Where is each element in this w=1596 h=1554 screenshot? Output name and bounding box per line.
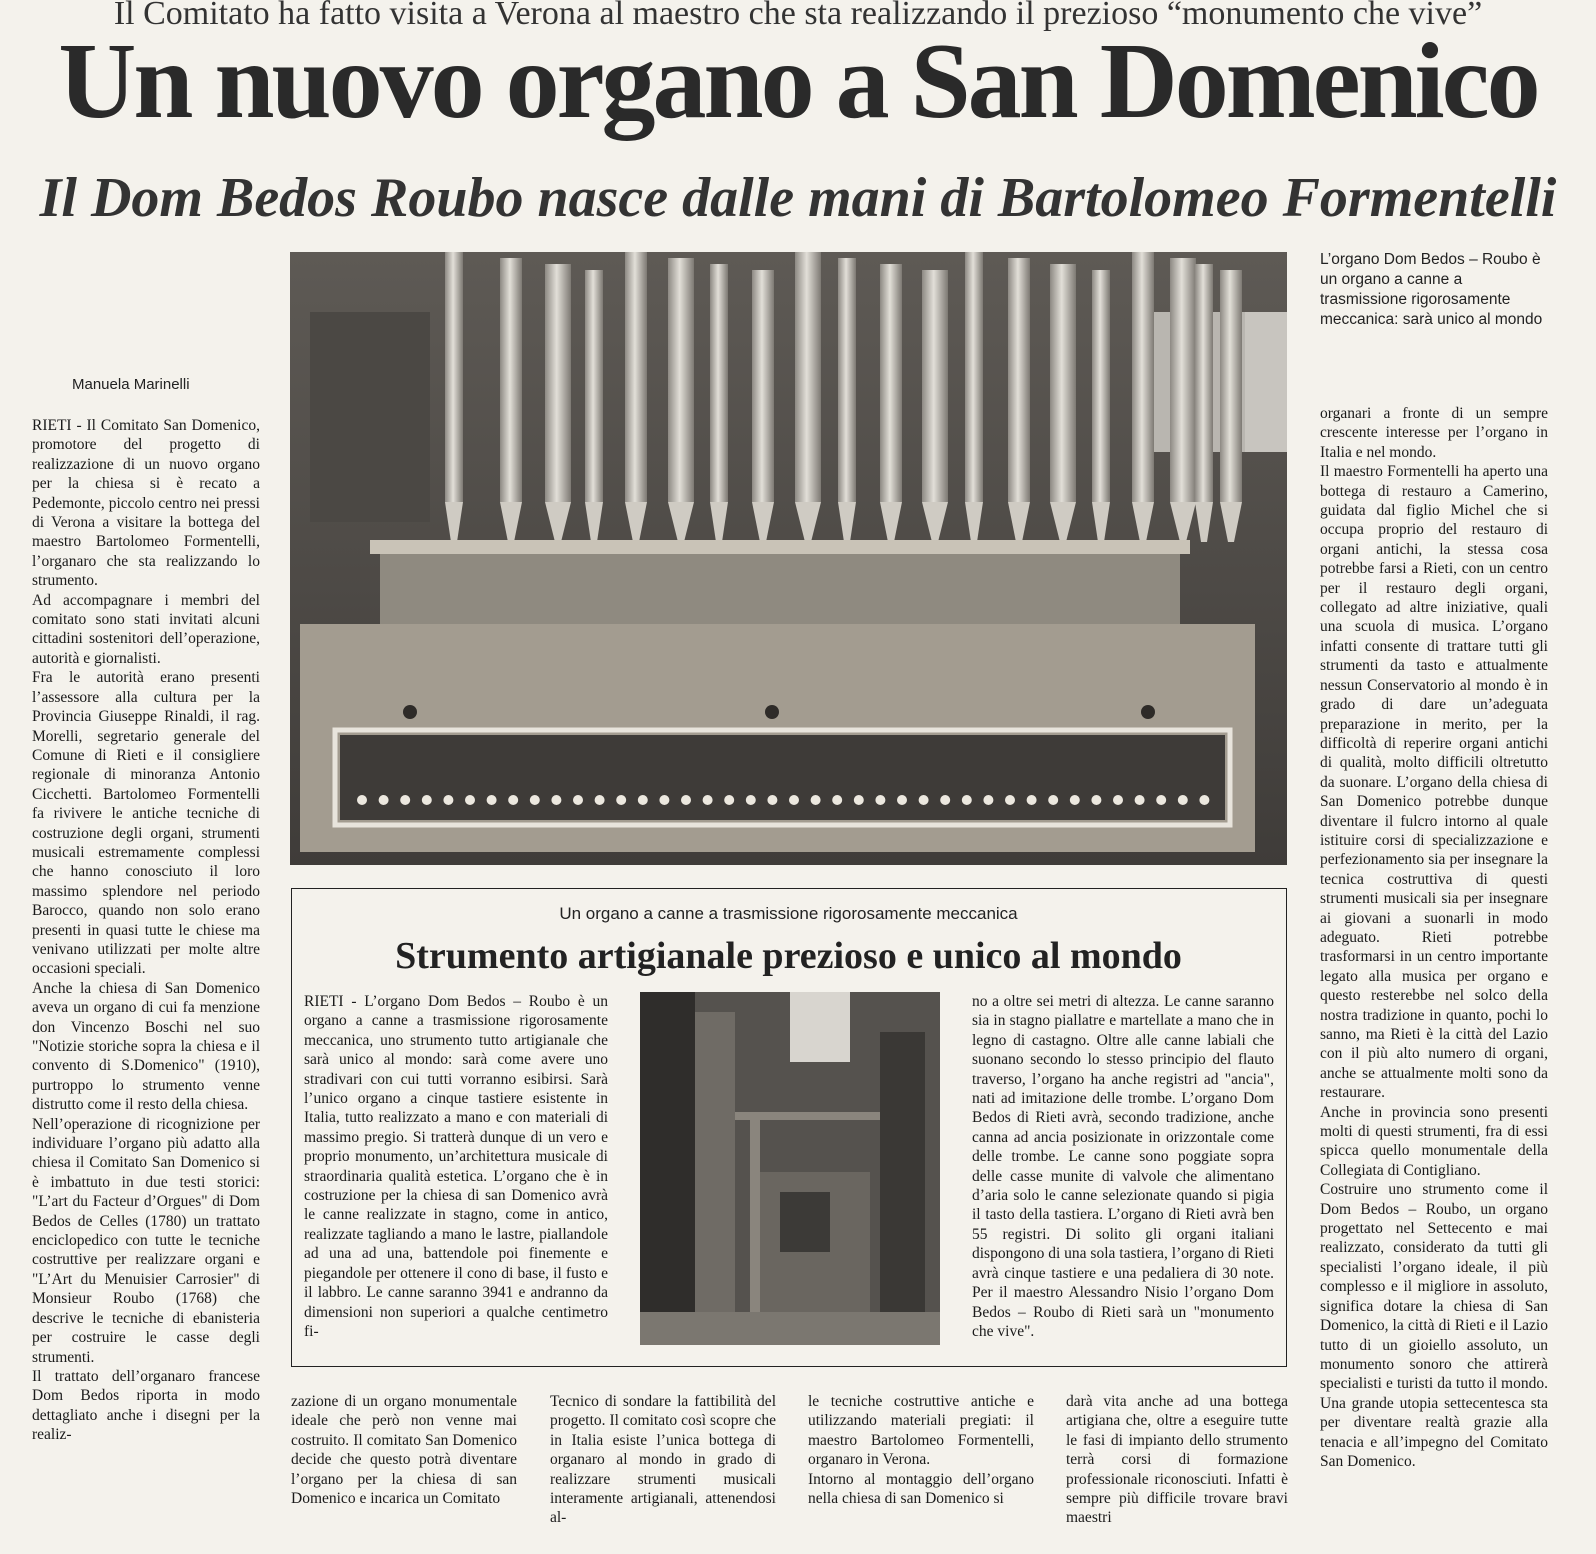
organ-key bbox=[832, 795, 842, 805]
organ-key bbox=[508, 795, 518, 805]
lower-column-1: zazione di un organo monumentale ideale che però non venne mai costruito. Il comitato San Domenico decide che questo potrà diventare l’organo per la chiesa di san Domenico e incarica un Comitato bbox=[291, 1393, 517, 1508]
organ-key bbox=[789, 795, 799, 805]
organ-key bbox=[551, 795, 561, 805]
organ-pipe bbox=[585, 270, 603, 502]
organ-key bbox=[703, 795, 713, 805]
sidebar-column-1: RIETI - L’organo Dom Bedos – Roubo è un organo a canne a trasmissione rigorosamente meccanica, uno strumento tutto artigianale che sarà unico al mondo: sarà come avere uno stradivari con cui tutti vorranno esibirsi. Sarà l’unico organo a cinque tastiere esistente in Italia, tutto realizzato a mano e con materiali di massimo pregio. Si tratterà dunque di un vero e proprio monumento, un’architettura musicale di straordinaria qualità estetica. L’organo che è in costruzione per la chiesa di san Domenico avrà le canne realizzate in stagno, come in antico, realizzate tagliando a mano le lastre, piallandole ad una ad una, battendole poi finemente e piegandole per ottenere il cono di base, il fusto e il labbro. Le canne saranno 3941 e andranno da dimensioni non superiori a qualche centimetro fi- bbox=[304, 993, 608, 1340]
organ-key bbox=[1135, 795, 1145, 805]
inset-photo bbox=[640, 992, 940, 1345]
main-photo bbox=[290, 252, 1287, 865]
organ-key bbox=[1178, 795, 1188, 805]
paragraph: RIETI - Il Comitato San Domenico, promotore del progetto di realizzazione di un nuovo organo per la chiesa si è recato a Pedemonte, piccolo centro nei pressi di Verona a visitare la bottega del maestro Bartolomeo Formentelli, l’organaro che sta realizzando lo strumento. bbox=[32, 417, 260, 590]
organ-key bbox=[875, 795, 885, 805]
organ-key bbox=[530, 795, 540, 805]
organ-key bbox=[487, 795, 497, 805]
organ-key bbox=[1005, 795, 1015, 805]
organ-key bbox=[465, 795, 475, 805]
left-column bbox=[32, 416, 260, 1552]
organ-pipe bbox=[965, 252, 983, 502]
organ-key bbox=[443, 795, 453, 805]
photo-caption: L’organo Dom Bedos – Roubo è un organo a canne a trasmissione rigorosamente meccanica: sarà unico al mondo bbox=[1320, 251, 1543, 328]
paragraph: Il trattato dell’organaro francese Dom Bedos riporta in modo dettagliato anche i disegni per la realiz- bbox=[32, 1367, 260, 1444]
paragraph: Il maestro Formentelli ha aperto una bottega di restauro a Camerino, guidata dal figlio Michel che si occupa proprio del restauro di organi antichi, la stessa cosa potrebbe farsi a Rieti, con un centro per il restauro degli organi, collegato ad altre iniziative, quali una scuola di musica. L’organo infatti consente di trattare tutti gli strumenti da tasto e attualmente nessun Conservatorio al mondo è in grado di dare un’adeguata preparazione in merito, per la difficoltà di reperire organi antichi di qualità, molto difficili oltretutto da suonare. L’organo della chiesa di San Domenico potrebbe dunque diventare il fulcro intorno al quale istituire corsi di specializzazione e perfezionamento sia per insegnare la tecnica costruttiva di questi strumenti musicali sia per insegnare ai giovani a suonarli in modo adeguato. Rieti potrebbe trasformarsi in un centro importante legato alla musica per organo e questo resterebbe nel solco della nostra tradizione in quanto, pochi lo sanno, ma Rieti è la città del Lazio con il più alto numero di organi, anche se attualmente molti sono da restaurare. bbox=[1320, 463, 1548, 1102]
organ-key bbox=[940, 795, 950, 805]
organ-pipe bbox=[445, 252, 463, 502]
organ-pipe bbox=[545, 264, 571, 502]
sidebar-column-2: no a oltre sei metri di altezza. Le canne saranno sia in stagno piallatre e martellate a mano che in legno di castagno. Oltre alle canne labiali che suonano secondo lo stesso principio del flauto traverso, l’organo ha anche registri ad "ancia", nati ad imitazione delle trombe. L’organo Dom Bedos di Rieti avrà, secondo tradizione, anche canna ad ancia posizionate in orizzontale come delle trombe. Le canne sono poggiate sopra delle casse munite di valvole che alimentano d’aria solo le canne selezionate quando si pigia il tasto della tastiera. L’organo di Rieti avrà ben 55 registri. Di solito gli organi italiani dispongono di una sola tastiera, l’organo di Rieti avrà cinque tastiere e una pedaliera di 30 note. Per il maestro Alessandro Nisio l’organo Dom Bedos – Roubo di Rieti sarà un "monumento che vive". bbox=[972, 993, 1274, 1340]
organ-key bbox=[595, 795, 605, 805]
organ-key bbox=[724, 795, 734, 805]
organ-pipe bbox=[1092, 270, 1110, 502]
sidebar-box-top bbox=[291, 888, 1287, 889]
organ-key bbox=[573, 795, 583, 805]
paragraph: Anche in provincia sono presenti molti di questi strumenti, fra di essi spicca quello monumentale della Collegiata di Contigliano. bbox=[1320, 1103, 1548, 1179]
organ-key bbox=[379, 795, 389, 805]
organ-key bbox=[919, 795, 929, 805]
paragraph: Fra le autorità erano presenti l’assessore alla cultura per la Provincia Giuseppe Rinaldi, il rag. Morelli, segretario generale del Comune di Rieti e il consigliere regionale di minoranza Antonio Cicchetti. Bartolomeo Formentelli fa rivivere le antiche tecniche di costruzione degli organi, strumenti musicali estremamente complessi che hanno conosciuto il loro massimo splendore nel periodo Barocco, quando non solo erano presenti in quasi tutte le chiese ma venivano utilizzati per molte altre occasioni speciali. bbox=[32, 669, 260, 978]
lower-column-3: le tecniche costruttive antiche e utilizzando materiali pregiati: il maestro Bartolomeo Formentelli, organaro in Verona. Intorno al montaggio dell’organo nella chiesa di san Domenico si bbox=[808, 1393, 1034, 1508]
right-column bbox=[1320, 404, 1548, 1552]
organ-key bbox=[1199, 795, 1209, 805]
organ-pipe bbox=[1132, 252, 1154, 502]
organ-pipe bbox=[710, 264, 728, 502]
organ-pipe bbox=[1008, 258, 1030, 502]
organ-key bbox=[1156, 795, 1166, 805]
organ-key bbox=[746, 795, 756, 805]
sidebar-kicker: Un organo a canne a trasmissione rigorosamente meccanica bbox=[559, 904, 1018, 923]
lower-column-2: Tecnico di sondare la fattibilità del progetto. Il comitato così scopre che in Italia esiste l’unica bottega di organaro al mondo in grado di realizzare strumenti musicali interamente artigianali, attenendosi al- bbox=[550, 1393, 776, 1527]
organ-key bbox=[962, 795, 972, 805]
organ-key bbox=[1091, 795, 1101, 805]
organ-pipe bbox=[838, 258, 856, 502]
headline: Un nuovo organo a San Domenico bbox=[58, 22, 1538, 141]
organ-pipe bbox=[880, 264, 902, 502]
organ-key bbox=[767, 795, 777, 805]
lower-column-4: darà vita anche ad una bottega artigiana che, oltre a eseguire tutte le fasi di impianto dello strumento terrà corsi di formazione professionale riconosciuti. Infatti è sempre più difficile trovare bravi maestri bbox=[1066, 1393, 1288, 1527]
organ-key bbox=[422, 795, 432, 805]
organ-pipe bbox=[1170, 258, 1196, 502]
organ-key bbox=[659, 795, 669, 805]
organ-key bbox=[1070, 795, 1080, 805]
paragraph: Anche la chiesa di San Domenico aveva un organo di cui fa menzione don Vincenzo Boschi nel suo "Notizie storiche sopra la chiesa e il convento di S.Domenico" (1910), purtroppo lo strumento venne distrutto come il resto della chiesa. bbox=[32, 979, 260, 1114]
organ-key bbox=[681, 795, 691, 805]
organ-pipe bbox=[500, 258, 522, 502]
organ-key bbox=[616, 795, 626, 805]
paragraph: organari a fronte di un sempre crescente interesse per l’organo in Italia e nel mondo. bbox=[1320, 405, 1548, 461]
paragraph: Costruire uno strumento come il Dom Bedos – Roubo, un organo progettato nel Settecento e mai realizzato, considerato da tutti gli specialisti l’organo ideale, il più complesso e il migliore in assoluto, significa dotare la chiesa di San Domenico, la città di Rieti e il Lazio tutto di un gioiello assoluto, un monumento sonoro che attirerà specialisti e turisti da tutto il mondo. Una grande utopia settecentesca sta per diventare realtà grazie alla tenacia e all’impegno del Comitato San Domenico. bbox=[1320, 1181, 1548, 1470]
organ-key bbox=[1048, 795, 1058, 805]
organ-key bbox=[357, 795, 367, 805]
organ-pipe bbox=[668, 258, 694, 502]
organ-pipe bbox=[625, 252, 647, 502]
organ-key bbox=[1027, 795, 1037, 805]
organ-pipe bbox=[795, 252, 821, 502]
paragraph: Nell’operazione di ricognizione per individuare l’organo più adatto alla chiesa il Comitato San Domenico si è imbattuto in due testi storici: "L’art du Facteur d’Orgues" di Dom Bedos de Celles (1780) un trattato enciclopedico con tutte le tecniche costruttive per realizzare organi e "L’Art du Menuisier Carrosier" di Monsieur Roubo (1768) che descrive le tecniche di ebanisteria per costruire le casse degli strumenti. bbox=[32, 1115, 260, 1366]
paragraph: Ad accompagnare i membri del comitato sono stati invitati alcuni cittadini sostenitori dell’operazione, autorità e giornalisti. bbox=[32, 591, 260, 667]
sidebar-box-right bbox=[1286, 888, 1287, 1367]
organ-pipe bbox=[922, 270, 948, 502]
organ-key bbox=[400, 795, 410, 805]
organ-key bbox=[983, 795, 993, 805]
organ-key bbox=[854, 795, 864, 805]
organ-key bbox=[1113, 795, 1123, 805]
organ-pipe bbox=[1050, 264, 1076, 502]
kicker: Il Comitato ha fatto visita a Verona al maestro che sta realizzando il prezioso “monumento che vive” bbox=[113, 0, 1483, 32]
sidebar-title: Strumento artigianale prezioso e unico al mondo bbox=[395, 935, 1182, 977]
organ-pipe bbox=[1220, 270, 1242, 502]
organ-key bbox=[897, 795, 907, 805]
byline: Manuela Marinelli bbox=[72, 376, 190, 393]
organ-pipe bbox=[752, 270, 774, 502]
organ-key bbox=[638, 795, 648, 805]
organ-pipe bbox=[1195, 264, 1213, 502]
organ-key bbox=[811, 795, 821, 805]
subheadline: Il Dom Bedos Roubo nasce dalle mani di Bartolomeo Formentelli bbox=[39, 167, 1557, 229]
